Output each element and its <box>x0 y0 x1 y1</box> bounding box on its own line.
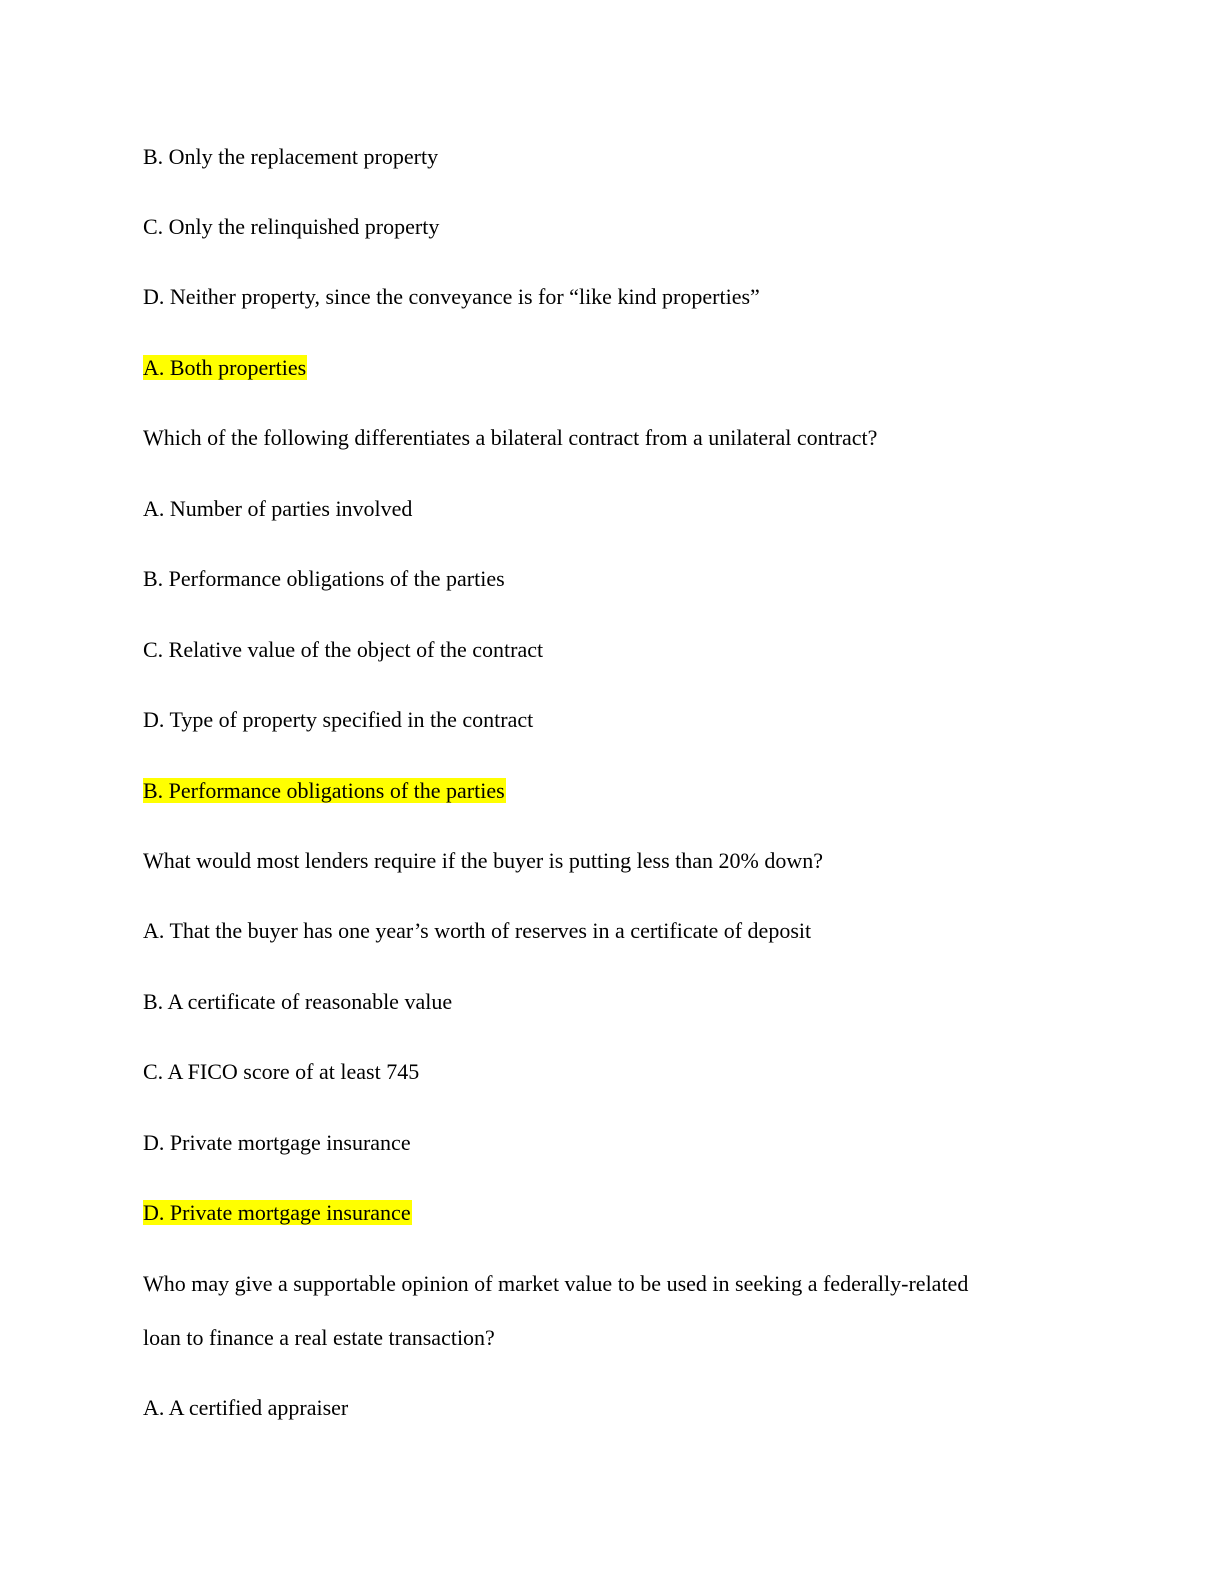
answer-option-d <box>143 284 760 310</box>
question-text <box>143 425 877 451</box>
answer-option-d <box>143 1130 411 1156</box>
line-text: B. Only the replacement property <box>143 144 439 169</box>
line-text: loan to finance a real estate transaction? <box>143 1325 495 1350</box>
line-text: D. Neither property, since the conveyance is for “like kind properties” <box>143 284 760 309</box>
line-text: B. A certificate of reasonable value <box>143 989 453 1014</box>
highlighted-answer-text: B. Performance obligations of the parties <box>143 778 505 803</box>
line-text: D. Private mortgage insurance <box>143 1130 411 1155</box>
answer-option-c <box>143 214 439 240</box>
answer-option-a <box>143 496 412 522</box>
answer-option-d <box>143 707 533 733</box>
line-text: What would most lenders require if the buyer is putting less than 20% down? <box>143 848 824 873</box>
line-text: B. Performance obligations of the parties <box>143 566 505 591</box>
line-text: C. A FICO score of at least 745 <box>143 1059 420 1084</box>
highlighted-answer <box>143 355 307 381</box>
question-text-continued <box>143 1325 495 1351</box>
line-text: D. Type of property specified in the contract <box>143 707 534 732</box>
line-text: A. A certified appraiser <box>143 1395 349 1420</box>
question-text <box>143 848 823 874</box>
answer-option-a <box>143 1395 348 1421</box>
answer-option-a <box>143 918 811 944</box>
line-text: Who may give a supportable opinion of market value to be used in seeking a federally-related <box>143 1271 969 1296</box>
highlighted-answer-text: A. Both properties <box>143 355 307 380</box>
line-text: C. Relative value of the object of the contract <box>143 637 544 662</box>
highlighted-answer-text: D. Private mortgage insurance <box>143 1200 411 1225</box>
line-text: A. Number of parties involved <box>143 496 413 521</box>
answer-option-c <box>143 637 543 663</box>
question-text <box>143 1271 968 1297</box>
answer-option-b <box>143 566 505 592</box>
answer-option-c <box>143 1059 419 1085</box>
highlighted-answer <box>143 778 506 804</box>
answer-option-b <box>143 989 452 1015</box>
answer-option-b <box>143 144 438 170</box>
line-text: A. That the buyer has one year’s worth of reserves in a certificate of deposit <box>143 918 812 943</box>
line-text: C. Only the relinquished property <box>143 214 440 239</box>
line-text: Which of the following differentiates a bilateral contract from a unilateral contract? <box>143 425 878 450</box>
highlighted-answer <box>143 1200 412 1226</box>
